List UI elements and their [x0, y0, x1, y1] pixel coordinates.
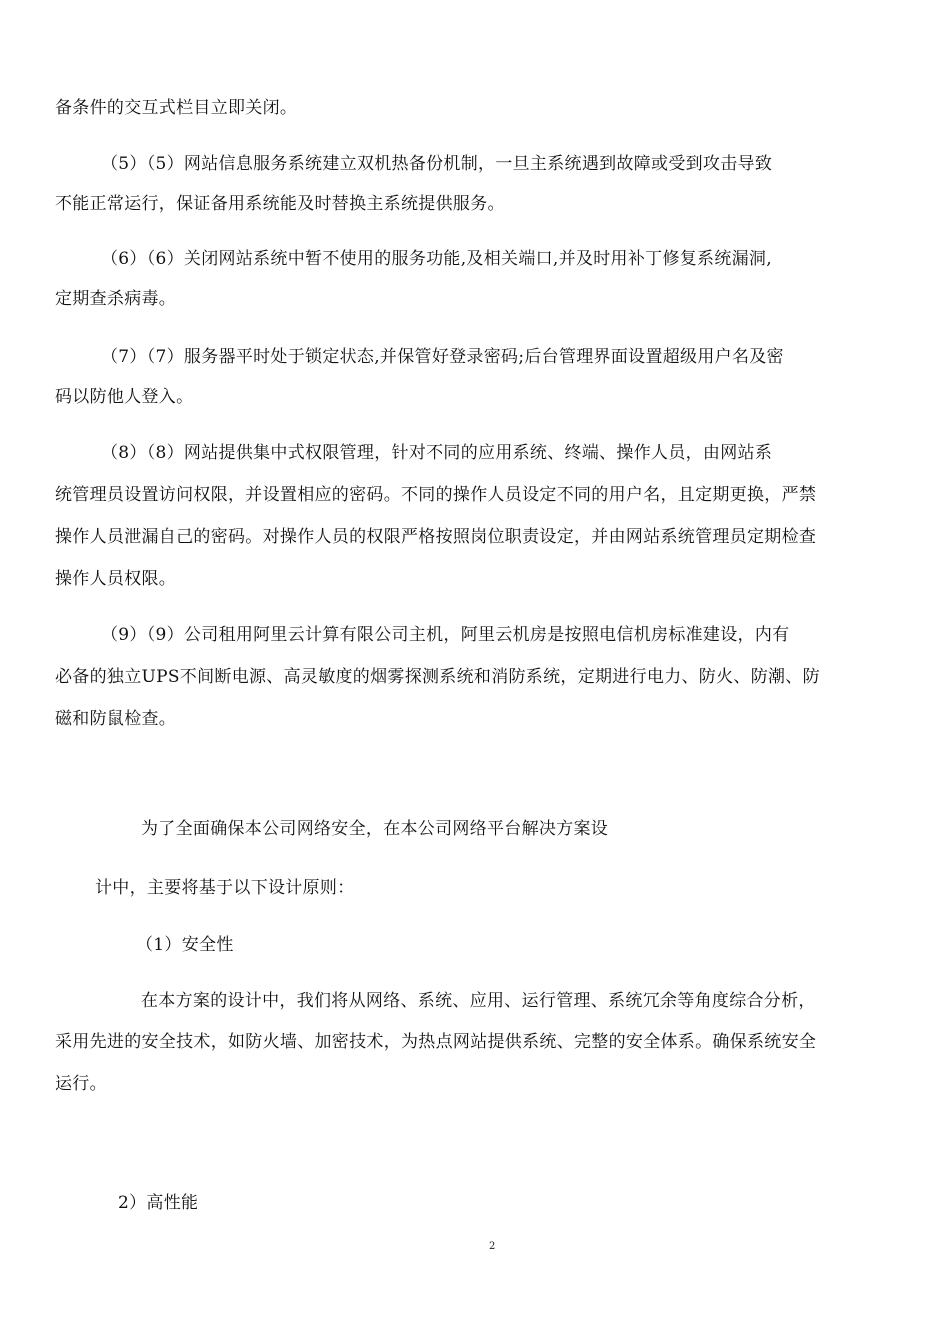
list-item-9-line-1: （9）（9）公司租用阿里云计算有限公司主机，阿里云机房是按照电信机房标准建设，内有 — [101, 625, 790, 645]
security-paragraph-line-2: 采用先进的安全技术，如防火墙、加密技术，为热点网站提供系统、完整的安全体系。确保系统安全 — [55, 1032, 817, 1052]
security-paragraph-line-3: 运行。 — [55, 1074, 107, 1094]
list-item-8-line-4: 操作人员权限。 — [55, 569, 177, 589]
security-paragraph-line-1: 在本方案的设计中，我们将从网络、系统、应用、运行管理、系统冗余等角度综合分析， — [141, 991, 816, 1011]
list-item-8-line-3: 操作人员泄漏自己的密码。对操作人员的权限严格按照岗位职责设定，并由网站系统管理员定期检查 — [55, 527, 817, 547]
intro-paragraph-line-2: 计中，主要将基于以下设计原则： — [95, 878, 355, 898]
intro-paragraph-line-1: 为了全面确保本公司网络安全，在本公司网络平台解决方案设 — [141, 819, 609, 839]
list-item-7-line-1: （7）（7）服务器平时处于锁定状态,并保管好登录密码;后台管理界面设置超级用户名及密 — [101, 347, 784, 367]
list-item-7-line-2: 码以防他人登入。 — [55, 387, 194, 407]
list-item-5-line-1: （5）（5）网站信息服务系统建立双机热备份机制，一旦主系统遇到故障或受到攻击导致 — [101, 154, 773, 174]
page-number: 2 — [489, 1241, 496, 1252]
list-item-8-line-1: （8）（8）网站提供集中式权限管理，针对不同的应用系统、终端、操作人员，由网站系 — [101, 443, 773, 463]
list-item-9-line-3: 磁和防鼠检查。 — [55, 709, 177, 729]
section-heading-performance: 2）高性能 — [118, 1193, 199, 1213]
list-item-9-line-2: 必备的独立UPS不间断电源、高灵敏度的烟雾探测系统和消防系统，定期进行电力、防火、防潮、防 — [55, 667, 820, 687]
section-heading-security: （1）安全性 — [136, 935, 234, 955]
list-item-6-line-1: （6）（6）关闭网站系统中暂不使用的服务功能,及相关端口,并及时用补丁修复系统漏洞, — [101, 249, 772, 269]
list-item-5-line-2: 不能正常运行，保证备用系统能及时替换主系统提供服务。 — [55, 194, 505, 214]
text-line: 备条件的交互式栏目立即关闭。 — [55, 98, 298, 118]
list-item-8-line-2: 统管理员设置访问权限，并设置相应的密码。不同的操作人员设定不同的用户名，且定期更换，严禁 — [55, 485, 817, 505]
list-item-6-line-2: 定期查杀病毒。 — [55, 289, 177, 309]
